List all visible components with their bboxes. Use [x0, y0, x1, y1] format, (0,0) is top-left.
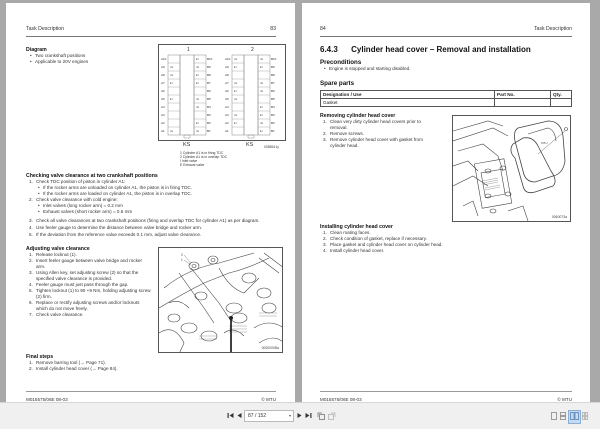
svg-text:I E: I E [234, 58, 237, 61]
chevron-down-icon[interactable]: ▾ [288, 413, 291, 418]
footer-doc-id: M015575/06E 08-03 [320, 397, 362, 402]
two-page-icon[interactable] [568, 410, 581, 424]
sub-bullet: • If the rocker arms are loaded on cylinder A1, the piston is in overlap TDC. [26, 191, 286, 197]
spare-parts-heading: Spare parts [320, 80, 355, 87]
svg-text:B3: B3 [207, 113, 211, 117]
diagram-intro [26, 47, 166, 65]
svg-text:A2: A2 [225, 121, 229, 125]
svg-text:E I: E I [196, 58, 199, 61]
svg-text:A4: A4 [225, 105, 229, 109]
svg-text:E I: E I [234, 90, 237, 93]
next-view-icon[interactable] [328, 412, 336, 423]
page-number: 84 [320, 26, 326, 32]
ks-label-2: KS [246, 142, 254, 148]
figure-id: 0088541y [264, 145, 279, 149]
svg-text:A10: A10 [225, 57, 231, 61]
svg-text:A6: A6 [225, 89, 229, 93]
svg-text:B9: B9 [271, 65, 275, 69]
footer-copyright: © MTU [557, 397, 572, 402]
step: 1. Check TDC position of piston in cylinder A1: [29, 179, 126, 184]
svg-text:B8: B8 [271, 73, 275, 77]
col-designation: Designation / Use [321, 91, 495, 99]
step: 2. Check valve clearance with cold engine: [29, 197, 118, 202]
col-part-no: Part No. [495, 91, 551, 99]
svg-text:B4: B4 [207, 105, 211, 109]
bullet: • Engine is stopped and starting disabled. [320, 66, 570, 72]
first-page-icon[interactable] [227, 412, 234, 422]
header-title: Task Description [26, 26, 65, 32]
svg-text:I E: I E [196, 130, 199, 133]
svg-text:E I: E I [196, 74, 199, 77]
section-title: 6.4.3 Cylinder head cover – Removal and installation [320, 45, 531, 54]
col-qty: Qty. [551, 91, 572, 99]
svg-text:E I: E I [196, 82, 199, 85]
svg-text:1: 1 [187, 47, 190, 53]
svg-text:B7: B7 [207, 81, 211, 85]
svg-text:B7: B7 [271, 81, 275, 85]
svg-text:B5: B5 [207, 97, 211, 101]
sub-bullet: • Inlet valves (long rocker arm) = 0.2 mm [26, 203, 286, 209]
sub-bullet: • Exhaust valves (short rocker arm) = 0.5 mm [26, 209, 286, 215]
continuous-icon[interactable] [560, 412, 566, 423]
svg-text:1: 1 [181, 258, 183, 262]
svg-text:E I: E I [196, 122, 199, 125]
footer-doc-id: M015575/06E 08-03 [26, 397, 68, 402]
single-page-icon[interactable] [551, 412, 557, 423]
cylinder-head-cover-figure [452, 115, 571, 222]
figure-id: 0000000Ba [261, 346, 279, 350]
svg-text:2: 2 [251, 47, 254, 53]
step: 6. Replace or rectify adjusting screws and/or locknuts which do not move freely. [29, 300, 140, 311]
svg-text:A1: A1 [225, 129, 229, 133]
next-page-icon[interactable] [297, 412, 302, 422]
svg-text:I E: I E [260, 122, 263, 125]
svg-text:I E: I E [170, 66, 173, 69]
step: 3. Place gasket and cylinder head cover on cylinder head. [323, 242, 443, 247]
svg-text:B5: B5 [271, 97, 275, 101]
svg-text:E I: E I [170, 82, 173, 85]
valve-clearance-diagram [159, 45, 287, 142]
installing-heading: Installing cylinder head cover [320, 224, 393, 230]
step: 5. Tighten locknut (1) to 90 +9 Nm, holding adjusting screw (2) firm. [29, 288, 151, 299]
last-page-icon[interactable] [305, 412, 312, 422]
svg-text:B6: B6 [207, 89, 211, 93]
svg-text:A1: A1 [161, 129, 165, 133]
bullet: • Applicable to 20V engines [26, 59, 166, 65]
checking-heading: Checking valve clearance at two crankshaft positions [26, 173, 158, 179]
svg-text:A5: A5 [225, 97, 229, 101]
svg-text:B8: B8 [207, 73, 211, 77]
rocker-arm-figure [158, 247, 283, 353]
svg-text:B6: B6 [271, 89, 275, 93]
table-row [321, 99, 572, 107]
footer-rule [320, 391, 572, 392]
step: 5. If the deviation from the reference value exceeds 0.1 mm, adjust valve clearance. [29, 232, 202, 237]
figure-id: 0060073a [551, 215, 567, 219]
ks-label-1: KS [183, 142, 191, 148]
step: 2. Check condition of gasket, replace if necessary. [323, 236, 427, 241]
svg-text:I E: I E [170, 74, 173, 77]
legend-item: 1 Cylinder A1 is in firing TDC [180, 151, 224, 155]
final-steps-heading: Final steps [26, 354, 54, 360]
step: 3. Using Allen key, set adjusting screw (2) so that the specified valve clearance is provided. [29, 270, 139, 281]
preconditions-heading: Preconditions [320, 59, 362, 66]
step: 1. Clean very dirty cylinder head covers prior to removal. [323, 119, 421, 130]
svg-text:I E: I E [260, 58, 263, 61]
page-84 [302, 3, 590, 402]
two-page-continuous-icon[interactable] [582, 412, 588, 423]
step: 4. Use feeler gauge to determine the distance between valve bridge and rocker arm. [29, 225, 202, 230]
page-number-value: 87 / 152 [248, 413, 267, 419]
svg-text:E I: E I [260, 66, 263, 69]
sub-bullet: • If the rocker arms are unloaded on cylinder A1, the piston is in firing TDC. [26, 185, 286, 191]
svg-text:I E: I E [196, 98, 199, 101]
svg-text:B10: B10 [271, 57, 277, 61]
svg-text:A4: A4 [161, 105, 165, 109]
svg-text:A6: A6 [161, 89, 165, 93]
svg-text:A8: A8 [225, 73, 229, 77]
legend-item: I Inlet valve [180, 159, 198, 163]
svg-text:MTU: MTU [541, 141, 548, 145]
svg-text:B3: B3 [271, 113, 275, 117]
svg-text:A10: A10 [161, 57, 167, 61]
step: 7. Check valve clearance. [29, 312, 84, 317]
svg-text:I E: I E [234, 82, 237, 85]
prev-page-icon[interactable] [237, 412, 242, 422]
svg-text:E I: E I [234, 66, 237, 69]
step: 3. Remove cylinder head cover with gasket from cylinder head. [323, 137, 423, 148]
page-number: 83 [270, 26, 276, 32]
svg-text:B1: B1 [207, 129, 211, 133]
final-steps-section [26, 354, 226, 372]
svg-text:I E: I E [234, 114, 237, 117]
svg-text:A5: A5 [161, 97, 165, 101]
svg-text:E I: E I [260, 106, 263, 109]
step: 1. Remove barring tool (→ Page 71). [29, 360, 106, 365]
step: 3. Check all valve clearances at two crankshaft positions (firing and overlap TDC for cylinder A1) as per diagram. [29, 218, 260, 223]
footer-copyright: © MTU [261, 397, 276, 402]
svg-text:E I: E I [260, 114, 263, 117]
cell-qty [551, 99, 572, 107]
svg-text:A3: A3 [225, 113, 229, 117]
svg-text:A9: A9 [161, 65, 165, 69]
svg-text:A8: A8 [161, 73, 165, 77]
page-number-field[interactable] [244, 410, 294, 422]
svg-text:A7: A7 [161, 81, 165, 85]
bullet: • Two crankshaft positions [26, 53, 166, 59]
page-83 [6, 3, 295, 402]
previous-view-icon[interactable] [317, 412, 325, 423]
svg-text:E I: E I [234, 122, 237, 125]
removing-section [320, 113, 436, 149]
svg-text:I E: I E [260, 82, 263, 85]
cylinder-head-cover-illustration [453, 116, 571, 222]
valve-diagram [158, 44, 286, 141]
step: 4. Install cylinder head cover. [323, 248, 385, 253]
svg-text:A7: A7 [225, 81, 229, 85]
step: 1. Release locknut (1). [29, 252, 77, 257]
table-header-row [321, 91, 572, 99]
header-title: Task Description [533, 26, 572, 32]
rocker-arm-illustration [159, 248, 283, 353]
footer-rule [26, 391, 276, 392]
svg-text:B1: B1 [271, 129, 275, 133]
cell-designation: Gasket [321, 99, 495, 107]
svg-text:I E: I E [196, 66, 199, 69]
svg-text:A3: A3 [161, 113, 165, 117]
step: 2. Insert feeler gauge between valve bridge and rocker arm. [29, 258, 142, 269]
svg-text:A2: A2 [161, 121, 165, 125]
legend-item: E Exhaust valve [180, 163, 205, 167]
svg-text:I E: I E [234, 98, 237, 101]
diagram-heading: Diagram [26, 47, 47, 53]
page-navigation-toolbar [0, 402, 600, 429]
preconditions-section [320, 59, 570, 72]
header-rule [320, 36, 572, 37]
svg-text:A9: A9 [225, 65, 229, 69]
svg-text:E I: E I [170, 98, 173, 101]
step: 2. Install cylinder head cover (→ Page 84). [29, 366, 118, 371]
svg-text:B2: B2 [207, 121, 211, 125]
svg-text:E I: E I [260, 130, 263, 133]
removing-heading: Removing cylinder head cover [320, 113, 396, 119]
svg-text:I E: I E [196, 106, 199, 109]
adjusting-section [26, 246, 152, 318]
cell-part-no [495, 99, 551, 107]
checking-section [26, 173, 286, 238]
svg-text:B2: B2 [271, 121, 275, 125]
header-rule [26, 36, 276, 37]
svg-text:I E: I E [170, 130, 173, 133]
step: 1. Clean mating faces. [323, 230, 371, 235]
svg-text:2: 2 [181, 253, 183, 257]
installing-section [320, 224, 570, 254]
legend-item: 2 Cylinder A1 is in overlap TDC [180, 155, 228, 159]
svg-text:B10: B10 [207, 57, 213, 61]
svg-text:I E: I E [260, 90, 263, 93]
svg-text:B4: B4 [271, 105, 275, 109]
step: 4. Feeler gauge must just pass through the gap. [29, 282, 129, 287]
diagram-legend [180, 151, 227, 167]
spare-parts-table [320, 90, 572, 107]
svg-text:B9: B9 [207, 65, 211, 69]
adjusting-heading: Adjusting valve clearance [26, 246, 90, 252]
step: 2. Remove screws. [323, 131, 364, 136]
